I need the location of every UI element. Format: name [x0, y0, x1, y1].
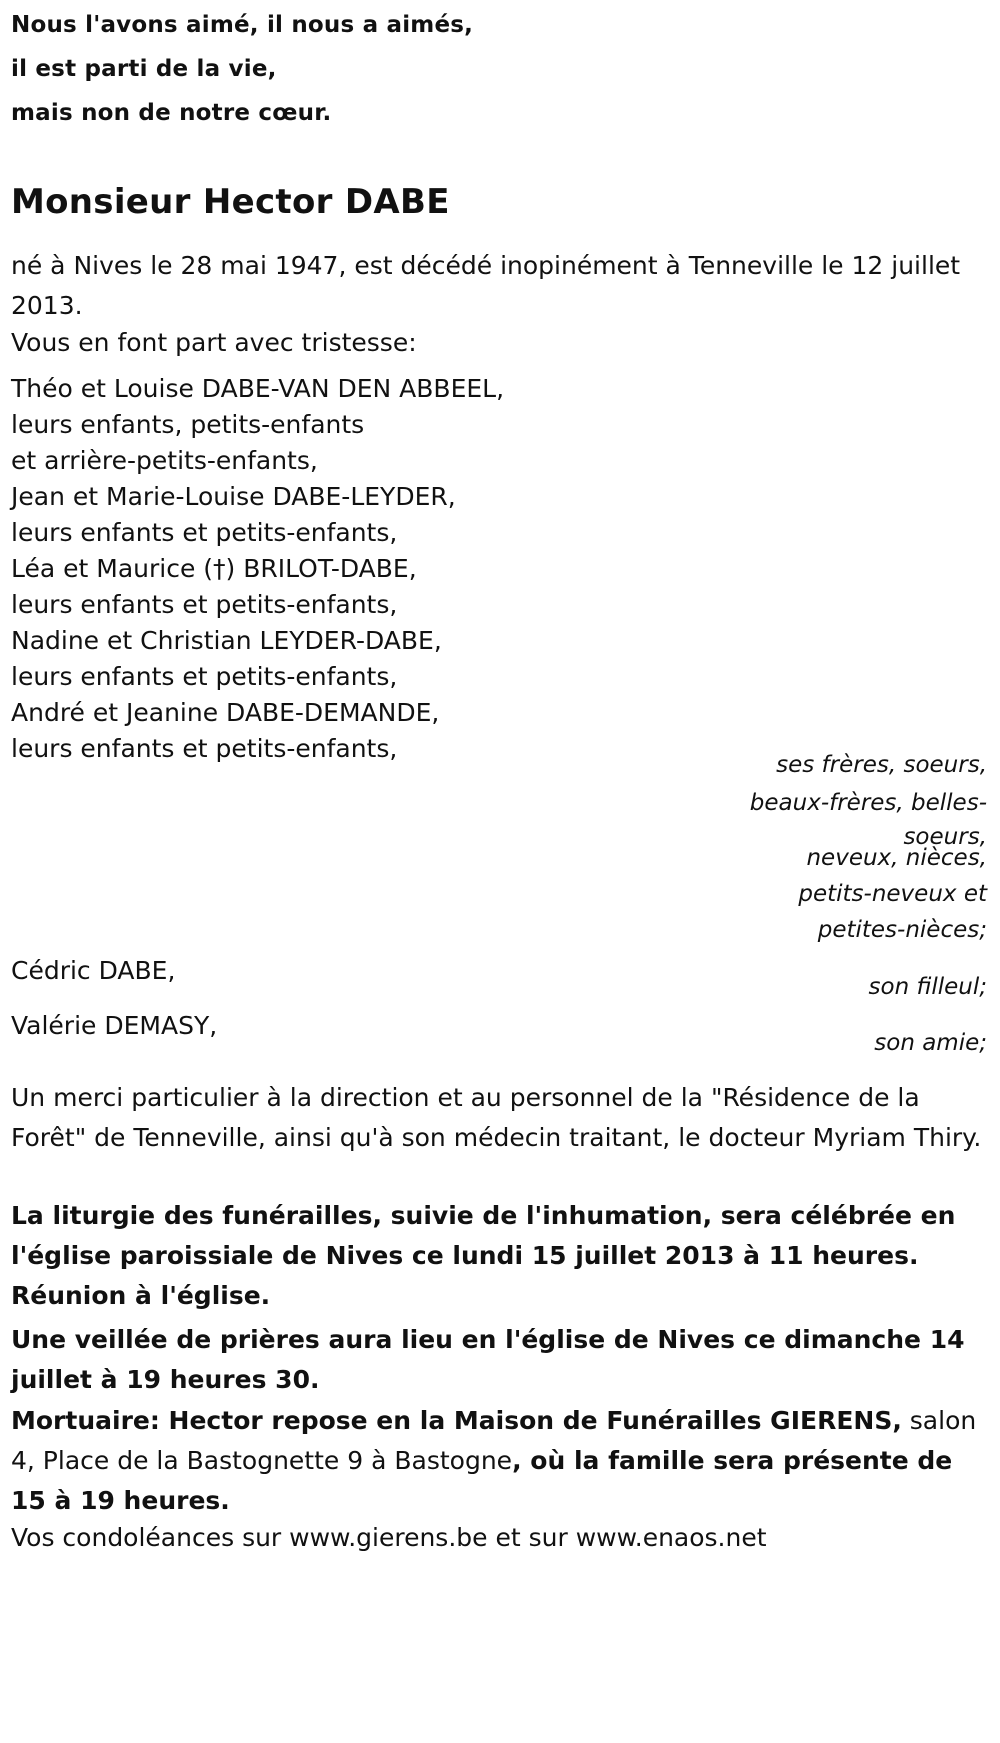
family-line: Nadine et Christian LEYDER-DABE,: [11, 626, 442, 655]
mortuary-location: Mortuaire: Hector repose en la Maison de Funérailles GIERENS,: [11, 1406, 902, 1435]
mortuary-paragraph: [11, 1401, 986, 1521]
friend-name: Valérie DEMASY,: [11, 1011, 218, 1040]
relation-line: soeurs,: [903, 824, 987, 850]
birth-death-text: né à Nives le 28 mai 1947, est décédé inopinément à Tenneville le 12 juillet 2013.: [11, 251, 961, 320]
family-line: André et Jeanine DABE-DEMANDE,: [11, 698, 440, 727]
relation-line: neveux, nièces,: [806, 845, 987, 871]
family-line: Léa et Maurice (†) BRILOT-DABE,: [11, 554, 417, 583]
mortuary-address: salon 4, Place de la Bastognette 9 à Bastogne: [11, 1406, 977, 1475]
liturgy-paragraph: La liturgie des funérailles, suivie de l'inhumation, sera célébrée en l'église paroissiale de Nives ce lundi 15 juillet 2013 à 11 heures.: [11, 1201, 956, 1270]
mortuary-hours: , où la famille sera présente de 15 à 19 heures.: [11, 1446, 953, 1515]
relation-line: petites-nièces;: [817, 917, 987, 943]
thanks-paragraph: Un merci particulier à la direction et au personnel de la "Résidence de la Forêt" de Tenneville, ainsi qu'à son médecin traitant, le docteur Myriam Thiry.: [11, 1083, 982, 1152]
family-line: leurs enfants et petits-enfants,: [11, 518, 398, 547]
condolences-text: Vos condoléances sur www.gierens.be et sur www.enaos.net: [11, 1523, 767, 1552]
friend-relation: son amie;: [874, 1030, 987, 1056]
family-line: leurs enfants, petits-enfants: [11, 410, 365, 439]
family-line: leurs enfants et petits-enfants,: [11, 590, 398, 619]
family-line: Jean et Marie-Louise DABE-LEYDER,: [11, 482, 456, 511]
meeting-paragraph: Réunion à l'église.: [11, 1281, 271, 1310]
godson-relation: son filleul;: [868, 974, 987, 1000]
relation-line: petits-neveux et: [798, 881, 987, 907]
epigraph-line-1: Nous l'avons aimé, il nous a aimés,: [11, 12, 474, 38]
family-line: Théo et Louise DABE-VAN DEN ABBEEL,: [11, 374, 505, 403]
family-line: leurs enfants et petits-enfants,: [11, 734, 398, 763]
announcement-intro: Vous en font part avec tristesse:: [11, 328, 417, 357]
family-line: et arrière-petits-enfants,: [11, 446, 318, 475]
relation-line: beaux-frères, belles-: [749, 790, 987, 816]
deceased-name: Monsieur Hector DABE: [11, 182, 450, 222]
vigil-paragraph: Une veillée de prières aura lieu en l'église de Nives ce dimanche 14 juillet à 19 heures 30.: [11, 1325, 965, 1394]
epigraph-line-3: mais non de notre cœur.: [11, 100, 332, 126]
relation-line: ses frères, soeurs,: [776, 752, 987, 778]
epigraph-line-2: il est parti de la vie,: [11, 56, 277, 82]
family-line: leurs enfants et petits-enfants,: [11, 662, 398, 691]
godson-name: Cédric DABE,: [11, 956, 176, 985]
